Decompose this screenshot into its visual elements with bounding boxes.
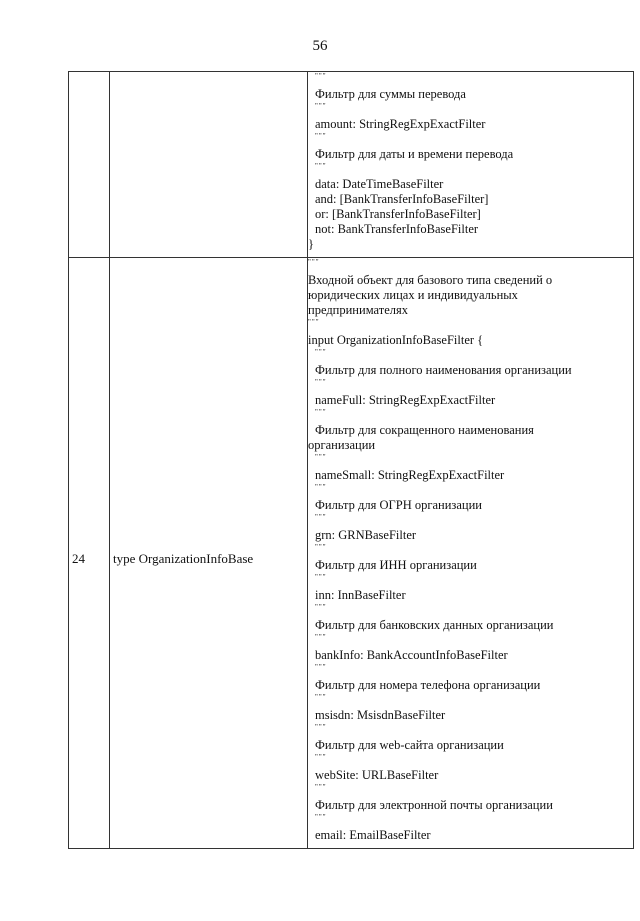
code-line: Фильтр для сокращенного наименования	[315, 423, 534, 437]
code-line: предпринимателях	[308, 303, 408, 317]
code-line: email: EmailBaseFilter	[315, 828, 431, 842]
closing-brace: }	[308, 237, 314, 251]
code-line: Фильтр для ИНН организации	[315, 558, 477, 572]
code-line: amount: StringRegExpExactFilter	[315, 117, 486, 131]
code-line: or: [BankTransferInfoBaseFilter]	[315, 207, 481, 221]
type-name-cell	[110, 72, 308, 258]
quote-mark: """	[315, 663, 327, 671]
code-line: Фильтр для электронной почты организации	[315, 798, 553, 812]
quote-mark: """	[315, 723, 327, 731]
quote-mark: """	[315, 813, 327, 821]
row-number-cell	[69, 72, 110, 258]
code-line: input OrganizationInfoBaseFilter {	[308, 333, 484, 347]
quote-mark: """	[315, 72, 327, 80]
code-line: Входной объект для базового типа сведений о	[308, 273, 553, 287]
code-line: Фильтр для web-сайта организации	[315, 738, 504, 752]
row-number-cell: 24	[69, 258, 110, 849]
code-line: nameFull: StringRegExpExactFilter	[315, 393, 496, 407]
code-line: Фильтр для ОГРН организации	[315, 498, 482, 512]
page-number: 56	[312, 38, 328, 54]
code-line: Фильтр для суммы перевода	[315, 87, 466, 101]
quote-mark: """	[315, 132, 327, 140]
quote-mark: """	[315, 783, 327, 791]
quote-mark: """	[315, 603, 327, 611]
quote-mark: """	[315, 633, 327, 641]
code-line: inn: InnBaseFilter	[315, 588, 406, 602]
quote-mark: """	[315, 753, 327, 761]
code-line: Фильтр для даты и времени перевода	[315, 147, 514, 161]
code-line: grn: GRNBaseFilter	[315, 528, 417, 542]
quote-mark: """	[308, 258, 320, 266]
quote-mark: """	[315, 408, 327, 416]
code-line: nameSmall: StringRegExpExactFilter	[315, 468, 505, 482]
table-row	[69, 72, 634, 258]
quote-mark: """	[315, 378, 327, 386]
code-line: организации	[308, 438, 376, 452]
quote-mark: """	[315, 348, 327, 356]
code-line: webSite: URLBaseFilter	[315, 768, 439, 782]
quote-mark: """	[315, 543, 327, 551]
code-line: and: [BankTransferInfoBaseFilter]	[315, 192, 489, 206]
quote-mark: """	[315, 162, 327, 170]
code-line: юридических лицах и индивидуальных	[308, 288, 518, 302]
type-name-cell: type OrganizationInfoBase	[110, 258, 308, 849]
quote-mark: """	[308, 318, 320, 326]
definition-cell	[308, 258, 634, 849]
quote-mark: """	[315, 102, 327, 110]
code-line: Фильтр для банковских данных организации	[315, 618, 554, 632]
quote-mark: """	[315, 453, 327, 461]
spec-table	[68, 71, 634, 849]
code-line: bankInfo: BankAccountInfoBaseFilter	[315, 648, 508, 662]
quote-mark: """	[315, 483, 327, 491]
code-line: msisdn: MsisdnBaseFilter	[315, 708, 446, 722]
definition-cell	[308, 72, 634, 258]
code-line: Фильтр для номера телефона организации	[315, 678, 541, 692]
quote-mark: """	[315, 693, 327, 701]
code-line: not: BankTransferInfoBaseFilter	[315, 222, 479, 236]
code-line: Фильтр для полного наименования организации	[315, 363, 572, 377]
code-line: data: DateTimeBaseFilter	[315, 177, 444, 191]
quote-mark: """	[315, 573, 327, 581]
table-row	[69, 258, 634, 849]
quote-mark: """	[315, 513, 327, 521]
